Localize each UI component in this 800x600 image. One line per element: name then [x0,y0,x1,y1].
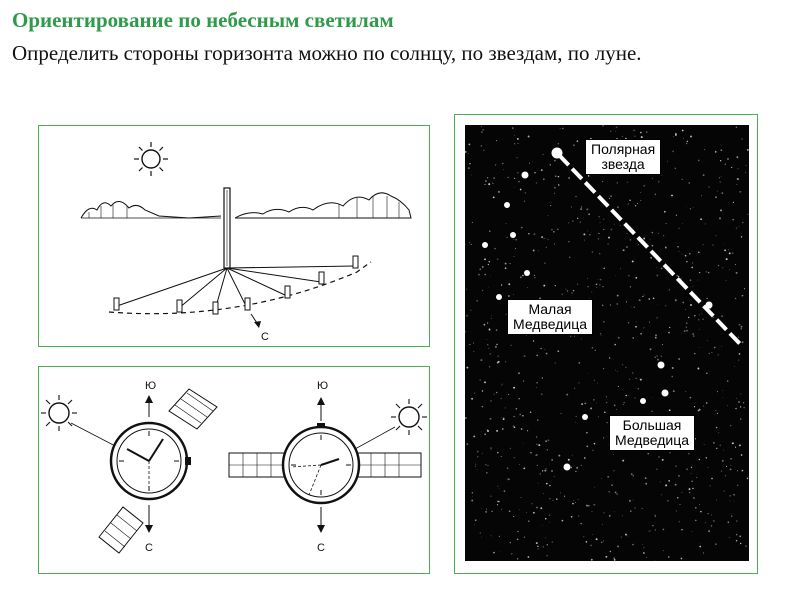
sun-icon [134,142,168,176]
night-sky-illustration [455,115,757,573]
watch-illustration [39,367,429,573]
wristwatch-icon [99,389,217,553]
left-north-label: С [145,542,153,554]
wristwatch-icon [229,423,421,503]
page-subtitle: Определить стороны горизонта можно по солнцу, по звездам, по луне. [12,41,642,65]
right-south-label: Ю [317,380,329,392]
left-south-label: Ю [145,380,157,392]
gnomon-illustration [39,126,429,346]
north-label: С [261,331,269,343]
gnomon-diagram-panel [38,125,430,347]
page-title: Ориентирование по небесным светилам [12,8,394,32]
right-north-label: С [317,542,325,554]
watch-method-panel [38,366,430,574]
polaris-label: Полярная звезда [585,139,661,175]
sun-icon [391,399,427,435]
little-dipper-label: Малая Медведица [507,299,593,335]
star-chart-panel [454,114,758,574]
big-dipper-label: Большая Медведица [609,415,695,451]
sun-icon [41,395,77,431]
polaris-star [552,148,563,159]
